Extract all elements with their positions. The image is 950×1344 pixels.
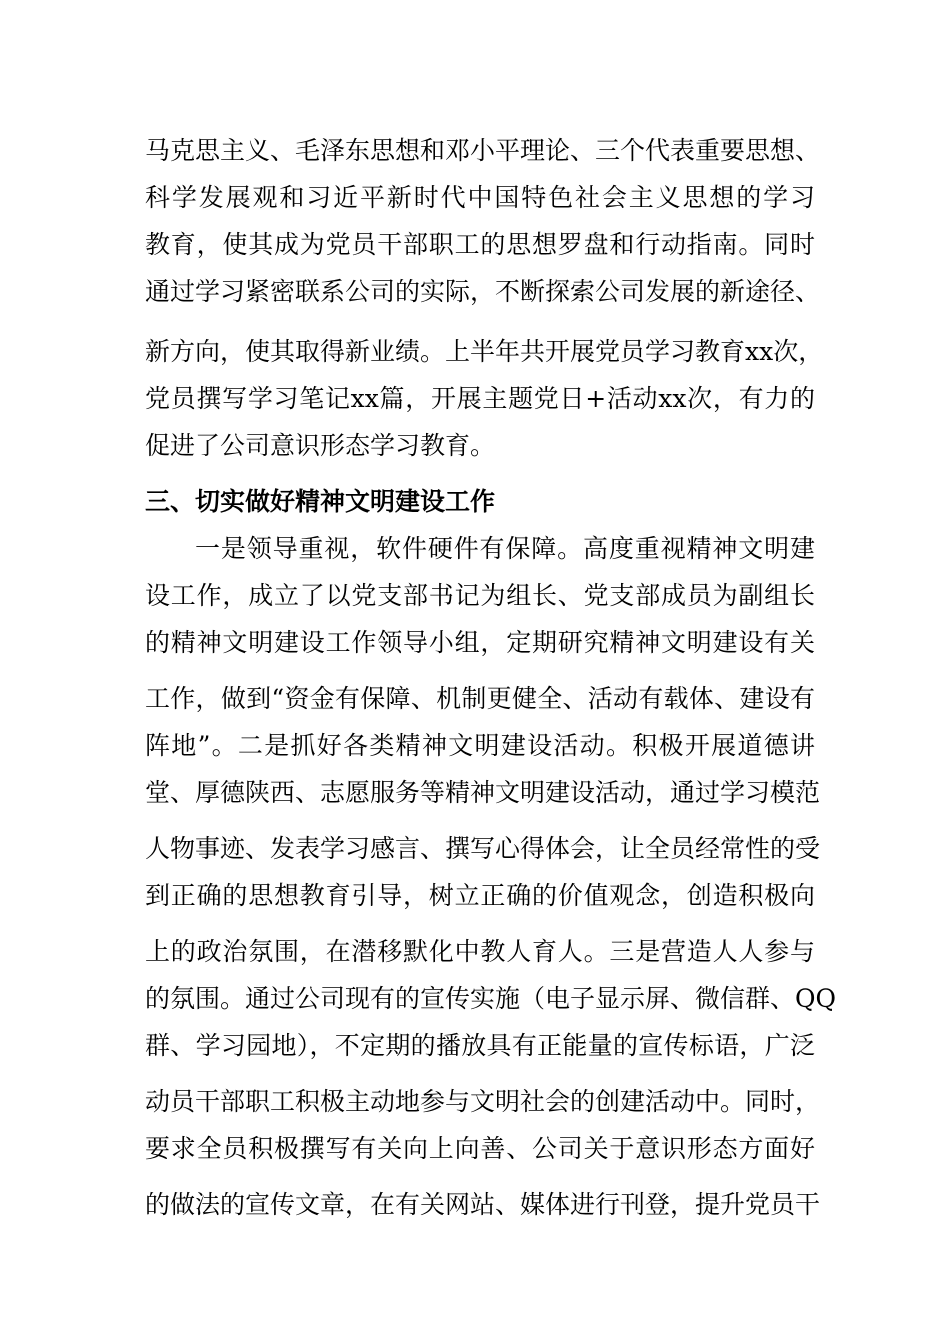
text-line: 要求全员积极撰写有关向上向善、公司关于意识形态方面好 [145,1134,815,1163]
text-line: 科学发展观和习近平新时代中国特色社会主义思想的学习 [145,183,815,212]
text-line: 人物事迹、发表学习感言、撰写心得体会，让全员经常性的受 [145,834,821,863]
text-line: 到正确的思想教育引导，树立正确的价值观念，创造积极向 [145,881,815,910]
text-line: 动员干部职工积极主动地参与文明社会的创建活动中。同时， [145,1087,821,1116]
text-line: 党员撰写学习笔记xx篇，开展主题党日+活动xx次，有力的 [145,384,815,413]
text-line: 新方向，使其取得新业绩。上半年共开展党员学习教育xx次， [145,337,824,366]
text-line: 设工作，成立了以党支部书记为组长、党支部成员为副组长 [145,581,815,610]
text-line-indented: 一是领导重视，软件硬件有保障。高度重视精神文明建 [195,534,815,563]
text-line: 马克思主义、毛泽东思想和邓小平理论、三个代表重要思想、 [145,136,821,165]
text-line: 的做法的宣传文章，在有关网站、媒体进行刊登，提升党员干 [145,1190,821,1219]
text-line: 的氛围。通过公司现有的宣传实施（电子显示屏、微信群、QQ [145,984,836,1013]
text-line: 堂、厚德陕西、志愿服务等精神文明建设活动，通过学习模范 [145,778,821,807]
text-line: 的精神文明建设工作领导小组，定期研究精神文明建设有关 [145,628,815,657]
text-line: 上的政治氛围，在潜移默化中教人育人。三是营造人人参与 [145,937,815,966]
section-heading: 三、切实做好精神文明建设工作 [145,487,496,516]
text-line: 工作，做到“资金有保障、机制更健全、活动有载体、建设有 [145,684,815,713]
text-line-last: 促进了公司意识形态学习教育。 [145,431,496,460]
text-line: 教育，使其成为党员干部职工的思想罗盘和行动指南。同时 [145,230,815,259]
text-line: 群、学习园地），不定期的播放具有正能量的宣传标语，广泛 [145,1031,815,1060]
text-line: 通过学习紧密联系公司的实际，不断探索公司发展的新途径、 [145,277,821,306]
text-line: 阵地”。二是抓好各类精神文明建设活动。积极开展道德讲 [145,731,815,760]
